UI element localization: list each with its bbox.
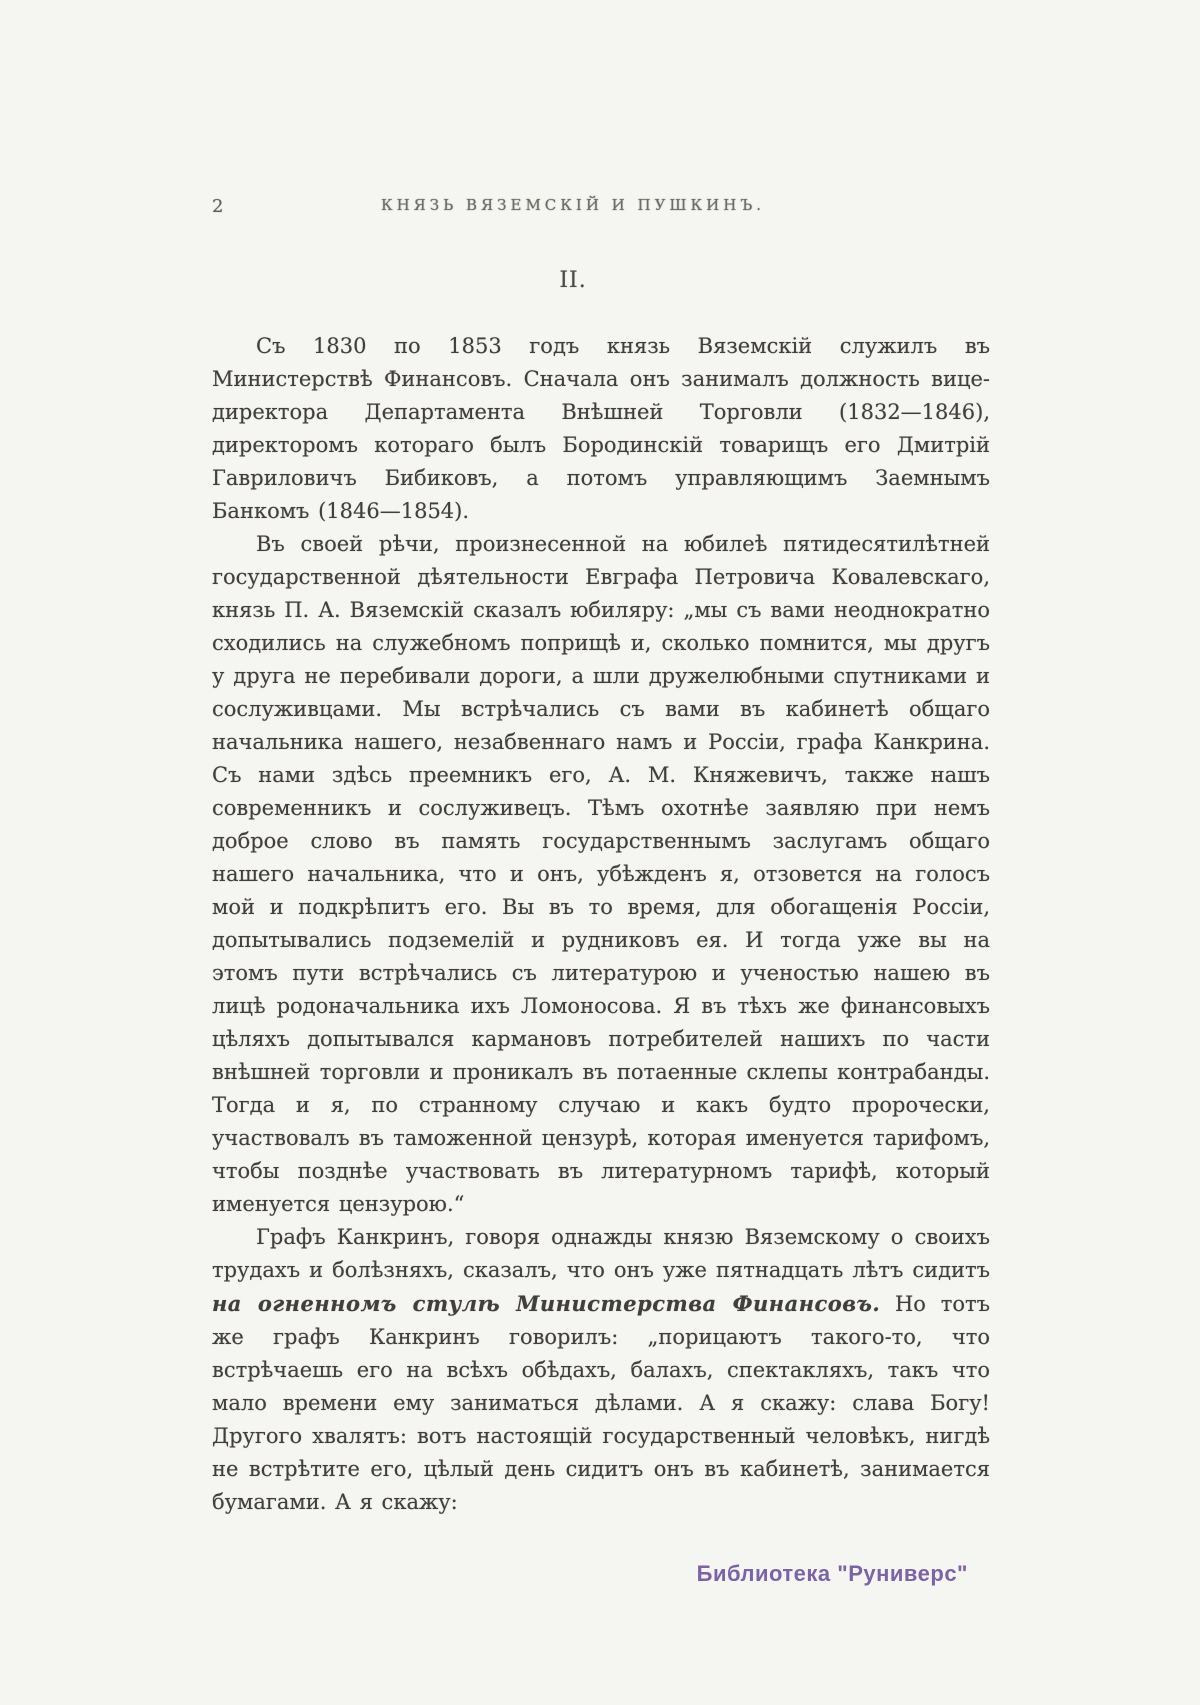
running-head-title: КНЯЗЬ ВЯЗЕМСКІЙ И ПУШКИНЪ. <box>380 196 766 214</box>
page-number: 2 <box>212 196 224 217</box>
body-text: Графъ Канкринъ, говоря однажды князю Вяземскому о своихъ трудахъ и болѣзняхъ, сказалъ, что онъ уже пятнадцать лѣтъ сидитъ <box>212 1225 990 1282</box>
paragraph <box>212 528 990 1221</box>
running-head <box>212 196 990 220</box>
paragraph <box>212 1221 990 1519</box>
body-text-block <box>212 330 990 1519</box>
body-text: Но тотъ же графъ Канкринъ говорилъ: „порицаютъ такого-то, что встрѣчаешь его на всѣхъ обѣдахъ, балахъ, спектакляхъ, такъ что мало времени ему заниматься дѣлами. А я скажу: слава Богу! Другого хвалятъ: вотъ настоящій государственный человѣкъ, нигдѣ не встрѣтите его, цѣлый день сидитъ онъ въ кабинетѣ, занимается бумагами. А я скажу: <box>212 1292 990 1514</box>
section-heading: II. <box>559 268 587 293</box>
emphasized-text: на огненномъ стулѣ Министерства Финансовъ. <box>212 1291 881 1316</box>
body-text: Въ своей рѣчи, произнесенной на юбилеѣ пятидесятилѣтней государственной дѣятельности Евграфа Петровича Ковалевскаго, князь П. А. Вяземскій сказалъ юбиляру: „мы съ вами неоднократно сходились на служебномъ поприщѣ и, сколько помнится, мы другъ у друга не перебивали дороги, а шли дружелюбными спутниками и сослуживцами. Мы встрѣчались съ вами въ кабинетѣ общаго начальника нашего, незабвеннаго намъ и Россіи, графа Канкрина. Съ нами здѣсь преемникъ его, А. М. Княжевичъ, также нашъ современникъ и сослуживецъ. Тѣмъ охотнѣе заявляю при немъ доброе слово въ память государственнымъ заслугамъ общаго нашего начальника, что и онъ, убѣжденъ я, отзовется на голосъ мой и подкрѣпитъ его. Вы въ то время, для обогащенія Россіи, допытывались подземелій и рудниковъ ея. И тогда уже вы на этомъ пути встрѣчались съ литературою и ученостью нашею въ лицѣ родоначальника ихъ Ломоносова. Я въ тѣхъ же финансовыхъ цѣляхъ допытывался кармановъ потребителей нашихъ по части внѣшней торговли и проникалъ въ потаенные склепы контрабанды. Тогда и я, по странному случаю и какъ будто пророчески, участвовалъ въ таможенной цензурѣ, которая именуется тарифомъ, чтобы позднѣе участвовать въ литературномъ тарифѣ, который именуется цензурою.“ <box>212 532 990 1216</box>
library-watermark: Библиотека "Руниверс" <box>696 1561 968 1586</box>
paragraph <box>212 330 990 528</box>
body-text: Съ 1830 по 1853 годъ князь Вяземскій служилъ въ Министерствѣ Финансовъ. Сначала онъ занималъ должность вице-директора Департамента Внѣшней Торговли (1832—1846), директоромъ котораго былъ Бородинскій товарищъ его Дмитрій Гавриловичъ Бибиковъ, а потомъ управляющимъ Заемнымъ Банкомъ (1846—1854). <box>212 334 990 523</box>
